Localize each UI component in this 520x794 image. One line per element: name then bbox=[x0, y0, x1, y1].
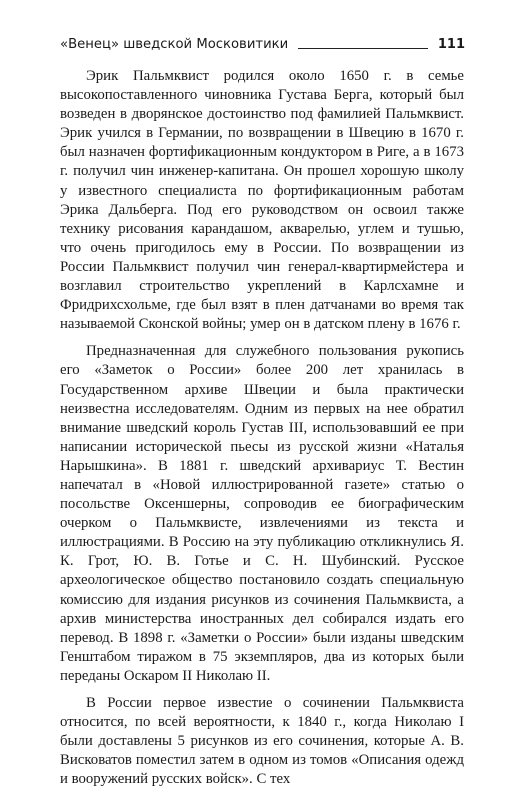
paragraph-1: Эрик Пальмквист родился около 1650 г. в семье высокопоставленного чиновника Густава Берга, который был возведен в дворянское достоинство под фамилией Пальмквист. Эрик учился в Германии, по возвращении в Швецию в 1670 г. был назначен фортификационным кондуктором в Риге, а в 1673 г. получил чин инженер-капитана. Он прошел хорошую школу у известного специалиста по фортификационным работам Эрика Дальберга. Под его руководством он освоил также технику рисования карандашом, акварелью, углем и тушью, что очень пригодилось ему в России. По возвращении из России Пальмквист получил чин генерал-квартирмейстера и возглавил строительство укреплений в Карлсхамне и Фридрихсхольме, где был взят в плен датчанами во время так называемой Сконской войны; умер он в датском плену в 1676 г. bbox=[60, 68, 464, 333]
header-rule bbox=[298, 48, 428, 49]
running-title: «Венец» шведской Московитики bbox=[60, 36, 289, 52]
paragraph-3: В России первое известие о сочинении Пальмквиста относится, по всей вероятности, к 1840 г., когда Николаю I были доставлены 5 рисунков из его сочинения, которые А. В. Висковатов поместил затем в одном из томов «Описания одежд и вооружений русских войск». С тех bbox=[60, 695, 464, 788]
body-text bbox=[60, 67, 464, 789]
paragraph-2: Предназначенная для служебного пользования рукопись его «Заметок о России» более 200 лет хранилась в Государственном архиве Швеции и была практически неизвестна исследователям. Одним из первых на нее обратил внимание шведский король Густав III, использовавший ее при написании исторической пьесы из русской жизни «Наталья Нарышкина». В 1881 г. шведский архивариус Т. Вестин напечатал в «Новой иллюстрированной газете» статью о посольстве Оксеншерны, сопроводив ее биографическим очерком о Пальмквисте, извлечениями из текста и иллюстрациями. В Россию на эту публикацию откликнулись Я. К. Грот, Ю. В. Готье и С. Н. Шубинский. Русское археологическое общество постановило создать специальную комиссию для издания рисунков из сочинения Пальмквиста, а архив министерства иностранных дел собирался издать его перевод. В 1898 г. «Заметки о России» были изданы шведским Генштабом тиражом в 75 экземпляров, два из которых были переданы Оскаром II Николаю II. bbox=[60, 343, 464, 684]
page-number: 111 bbox=[437, 36, 465, 52]
running-header bbox=[60, 34, 465, 54]
